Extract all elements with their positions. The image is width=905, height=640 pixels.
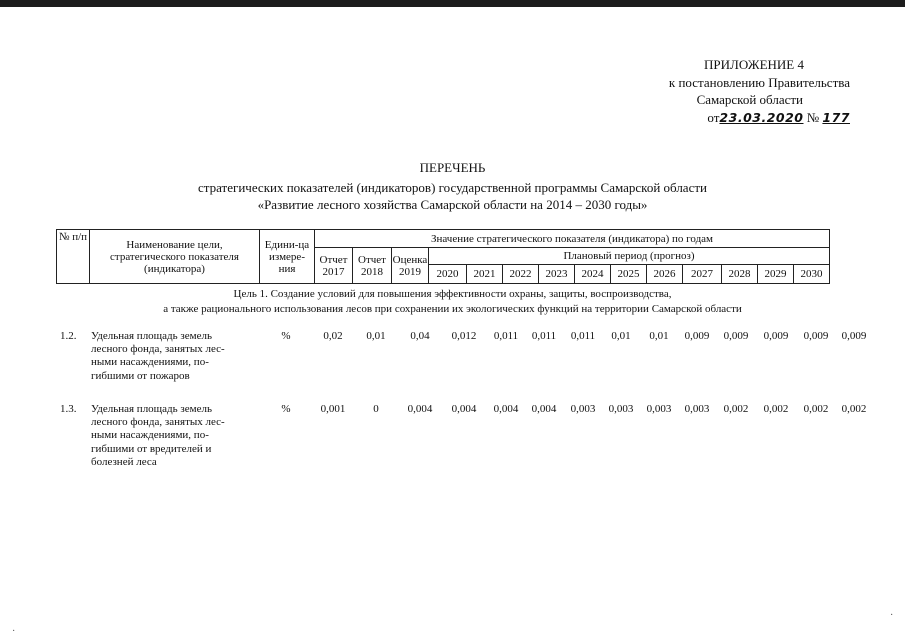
- value-2029: 0,002: [803, 403, 829, 415]
- value-2017: 0,001: [320, 403, 346, 415]
- value-2018: 0,01: [366, 330, 386, 342]
- header-values: Значение стратегического показателя (индикатора) по годам: [315, 230, 830, 248]
- value-2025: 0,003: [646, 403, 672, 415]
- number-prefix: №: [806, 109, 820, 125]
- value-2024: 0,01: [611, 330, 631, 342]
- value-2022: 0,004: [531, 403, 557, 415]
- header-estimate-2019: Оценка 2019: [392, 248, 429, 284]
- program-name: «Развитие лесного хозяйства Самарской области на 2014 – 2030 годы»: [257, 197, 648, 212]
- annex-block: [590, 56, 850, 126]
- row-number: 1.2.: [60, 330, 77, 342]
- header-year: 2022: [503, 265, 539, 284]
- header-year: 2023: [539, 265, 575, 284]
- header-year: 2026: [647, 265, 683, 284]
- handwritten-date: 23.03.2020: [719, 109, 804, 125]
- value-2028: 0,009: [763, 330, 789, 342]
- indicator-name: Удельная площадь земель лесного фонда, занятых лес- ными насаждениями, по- гибшими от пожаров: [91, 330, 225, 382]
- value-2018: 0: [373, 403, 379, 415]
- value-2022: 0,011: [531, 330, 557, 342]
- annex-title: ПРИЛОЖЕНИЕ 4: [704, 57, 804, 72]
- value-2027: 0,002: [723, 403, 749, 415]
- scan-top-border: [0, 0, 905, 7]
- annex-date-line: [590, 109, 850, 127]
- indicator-table-header: [56, 229, 830, 284]
- value-2020: 0,012: [451, 330, 477, 342]
- value-2021: 0,004: [493, 403, 519, 415]
- header-year: 2028: [722, 265, 758, 284]
- value-2020: 0,004: [451, 403, 477, 415]
- value-2026: 0,009: [684, 330, 710, 342]
- annex-region-line: Самарской области: [696, 92, 803, 107]
- value-2028: 0,002: [763, 403, 789, 415]
- header-year: 2029: [758, 265, 794, 284]
- scan-speck: ·: [890, 610, 894, 621]
- header-report-2018: Отчет 2018: [353, 248, 392, 284]
- header-plan-period: Плановый период (прогноз): [429, 248, 830, 265]
- value-2030: 0,009: [841, 330, 867, 342]
- header-year: 2027: [683, 265, 722, 284]
- document-subtitle: стратегических показателей (индикаторов) государственной программы Самарской области: [198, 180, 707, 195]
- value-2026: 0,003: [684, 403, 710, 415]
- header-unit: Едини-ца измере-ния: [260, 230, 315, 284]
- header-report-2017: Отчет 2017: [315, 248, 353, 284]
- indicator-unit: %: [281, 330, 291, 342]
- header-year: 2021: [467, 265, 503, 284]
- value-2017: 0,02: [323, 330, 343, 342]
- value-2025: 0,01: [649, 330, 669, 342]
- indicator-name: Удельная площадь земель лесного фонда, занятых лес- ными насаждениями, по- гибшими от вредителей и болезней леса: [91, 403, 225, 468]
- document-heading: ПЕРЕЧЕНЬ: [419, 160, 486, 175]
- header-year: 2020: [429, 265, 467, 284]
- header-year: 2030: [794, 265, 830, 284]
- date-prefix: от: [707, 109, 720, 125]
- value-2027: 0,009: [723, 330, 749, 342]
- goal-line-1: Цель 1. Создание условий для повышения эффективности охраны, защиты, воспроизводства,: [233, 288, 672, 300]
- value-2023: 0,003: [570, 403, 596, 415]
- value-2019: 0,04: [410, 330, 430, 342]
- header-year: 2025: [611, 265, 647, 284]
- value-2029: 0,009: [803, 330, 829, 342]
- value-2021: 0,011: [493, 330, 519, 342]
- handwritten-number: 177: [822, 109, 850, 125]
- row-number: 1.3.: [60, 403, 77, 415]
- goal-line-2: а также рационального использования лесов при сохранении их экологических функций на территории Самарской области: [163, 303, 742, 315]
- header-year: 2024: [575, 265, 611, 284]
- value-2019: 0,004: [407, 403, 433, 415]
- value-2030: 0,002: [841, 403, 867, 415]
- value-2024: 0,003: [608, 403, 634, 415]
- annex-decree-line: к постановлению Правительства: [668, 74, 850, 90]
- header-name: Наименование цели, стратегического показателя (индикатора): [90, 230, 260, 284]
- value-2023: 0,011: [570, 330, 596, 342]
- header-num: № п/п: [57, 230, 90, 284]
- indicator-unit: %: [281, 403, 291, 415]
- scan-speck: ·: [12, 626, 16, 637]
